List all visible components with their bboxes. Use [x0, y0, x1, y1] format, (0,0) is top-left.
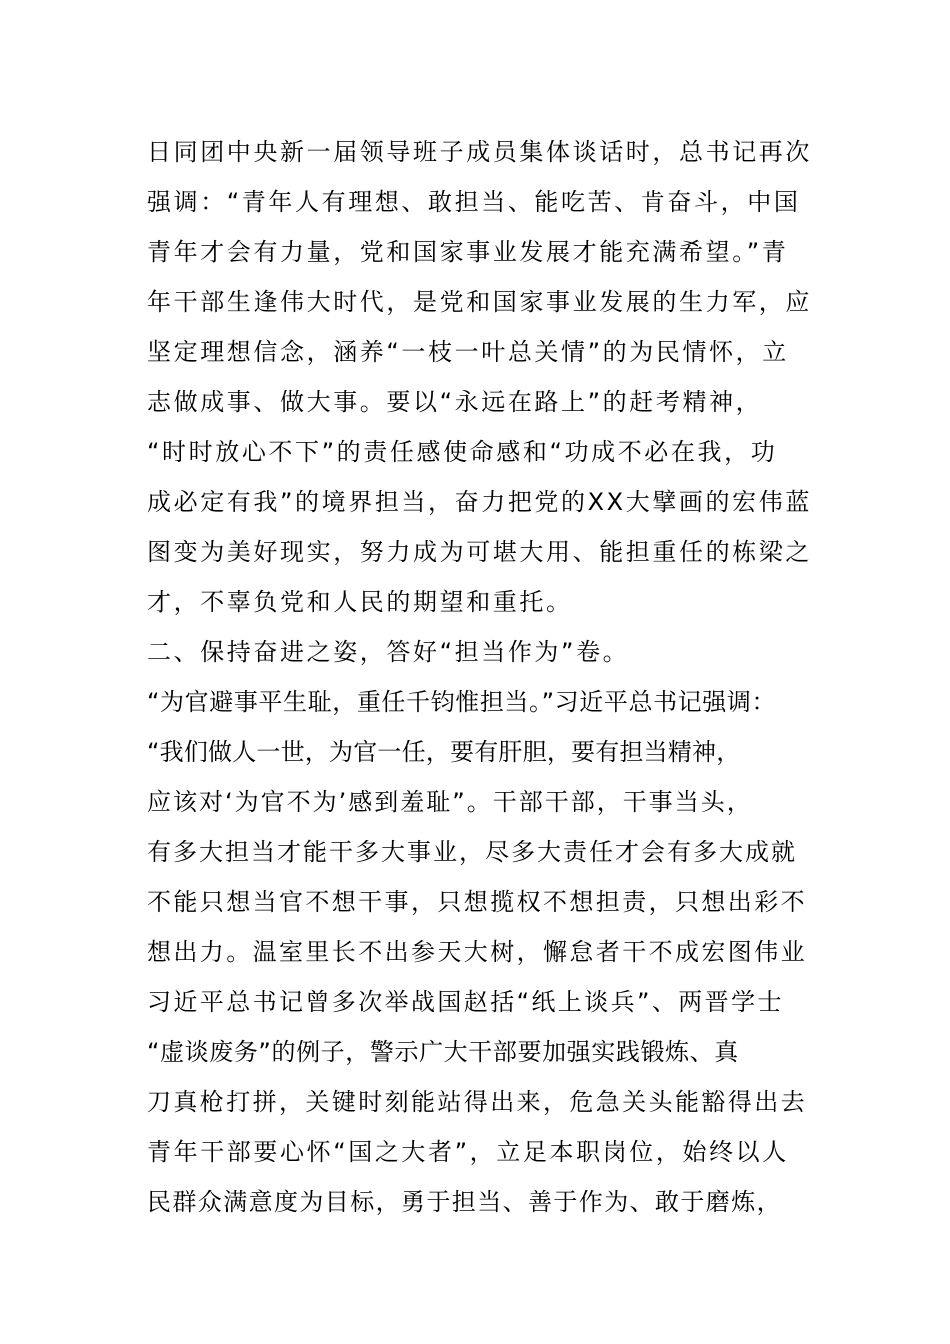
text-line-20: 刀真枪打拼，关键时刻能站得出来，危急关头能豁得出去 — [147, 1088, 807, 1116]
text-line-7: “时时放心不下”的责任感使命感和“功成不必在我，功 — [147, 438, 778, 466]
text-line-15: 有多大担当才能干多大事业，尽多大责任才会有多大成就 — [147, 838, 797, 866]
body-text — [147, 127, 827, 1227]
text-line-16: 不能只想当官不想干事，只想揽权不想担责，只想出彩不 — [147, 888, 807, 916]
text-line-19: “虚谈废务”的例子，警示广大干部要加强实践锻炼、真 — [147, 1038, 739, 1066]
text-line-1: 日同团中央新一届领导班子成员集体谈话时，总书记再次 — [147, 138, 812, 166]
text-line-10: 才，不辜负党和人民的期望和重托。 — [147, 588, 573, 616]
section-heading: 二、保持奋进之姿，答好“担当作为”卷。 — [147, 638, 630, 666]
text-line-17: 想出力。温室里长不出参天大树，懈怠者干不成宏图伟业 — [147, 938, 807, 966]
text-line-22: 民群众满意度为目标，勇于担当、善于作为、敢于磨炼， — [147, 1188, 782, 1216]
text-line-12: “为官避事平生耻，重任千钧惟担当。”习近平总书记强调： — [147, 688, 777, 716]
text-line-4: 年干部生逢伟大时代，是党和国家事业发展的生力军，应 — [147, 288, 812, 316]
text-line-5: 坚定理想信念，涵养“一枝一叶总关情”的为民情怀，立 — [147, 338, 789, 366]
text-line-2: 强调：“青年人有理想、敢担当、能吃苦、肯奋斗，中国 — [147, 188, 801, 216]
text-line-18: 习近平总书记曾多次举战国赵括“纸上谈兵”、两晋学士 — [147, 988, 784, 1016]
text-line-21: 青年干部要心怀“国之大者”，立足本职岗位，始终以人 — [147, 1138, 789, 1166]
text-line-13: “我们做人一世，为官一任，要有肝胆，要有担当精神， — [147, 738, 741, 766]
text-line-3: 青年才会有力量，党和国家事业发展才能充满希望。”青 — [147, 238, 789, 266]
text-line-9: 图变为美好现实，努力成为可堪大用、能担重任的栋梁之 — [147, 538, 812, 566]
text-line-8: 成必定有我”的境界担当，奋力把党的XX大擘画的宏伟蓝 — [147, 488, 812, 516]
text-line-6: 志做成事、做大事。要以“永远在路上”的赶考精神， — [147, 388, 763, 416]
text-line-14: 应该对‘为官不为’感到羞耻”。干部干部，干事当头， — [147, 788, 753, 816]
